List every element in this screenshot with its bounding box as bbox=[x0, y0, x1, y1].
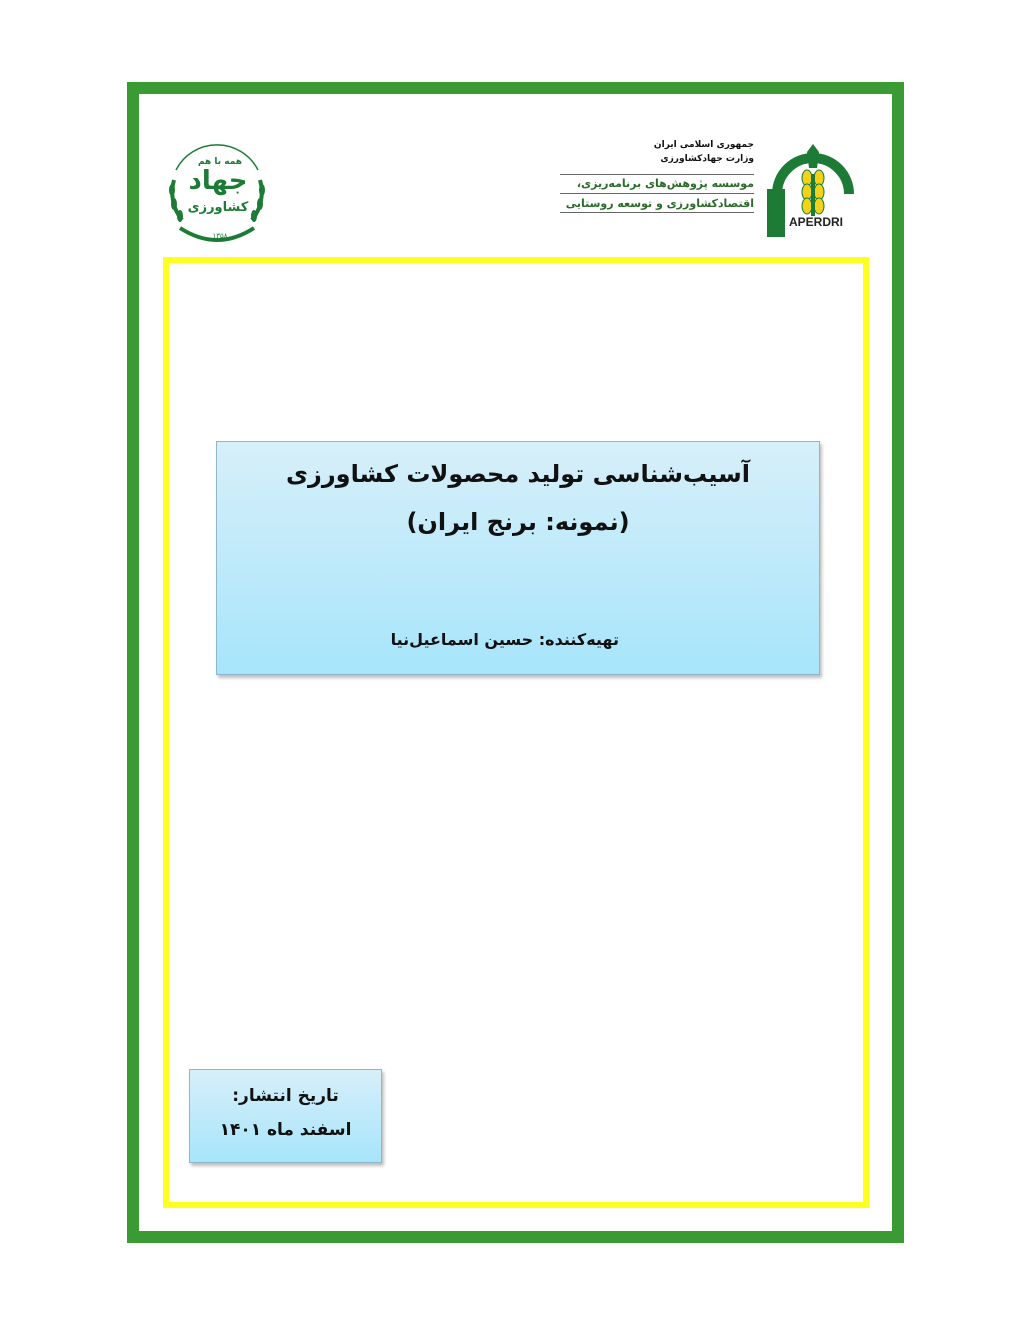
jihad-logo-subtitle: کشاورزی bbox=[187, 200, 249, 215]
inner-yellow-border bbox=[163, 257, 869, 1208]
publication-date-box bbox=[189, 1069, 382, 1163]
gov-name: جمهوری اسلامی ایران bbox=[653, 140, 754, 150]
publication-date-label: تاریخ انتشار: bbox=[232, 1086, 339, 1106]
institute-line-1: موسسه پژوهش‌های برنامه‌ریزی، bbox=[576, 177, 754, 190]
ministry-name: وزارت جهادکشاورزی bbox=[660, 154, 754, 164]
jihad-logo-motto: همه با هم bbox=[197, 157, 243, 167]
document-author: تهیه‌کننده: حسین اسماعیل‌نیا bbox=[390, 630, 619, 649]
jihad-logo-year: ۱۳۵۸ bbox=[212, 232, 228, 240]
institute-line-2: اقتصادکشاورزی و توسعه روستایی bbox=[565, 197, 754, 210]
institute-name-block bbox=[560, 174, 754, 213]
title-box bbox=[216, 441, 820, 675]
document-subtitle: (نمونه: برنج ایران) bbox=[406, 508, 630, 536]
publication-date-value: اسفند ماه ۱۴۰۱ bbox=[219, 1120, 352, 1140]
government-header bbox=[560, 138, 754, 213]
document-title: آسیب‌شناسی تولید محصولات کشاورزی bbox=[286, 460, 750, 488]
aperdri-logo-text: APERDRI bbox=[788, 215, 843, 229]
jihad-logo-title: جهاد bbox=[188, 166, 248, 196]
institute-divider bbox=[560, 193, 754, 194]
